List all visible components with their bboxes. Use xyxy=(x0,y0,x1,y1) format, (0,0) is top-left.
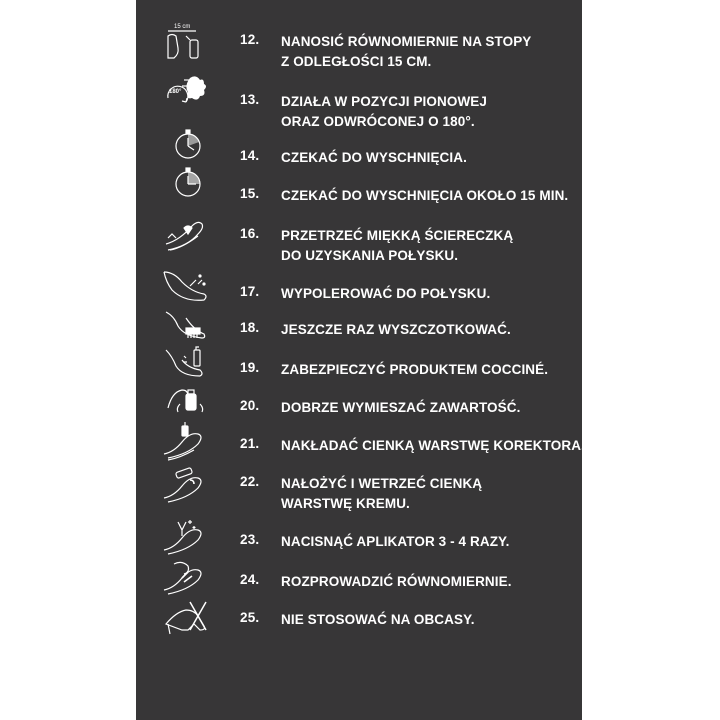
step-number: 15. xyxy=(240,186,260,201)
step-number: 20. xyxy=(240,398,260,413)
icon-label: 15 cm xyxy=(174,24,191,30)
step-number: 17. xyxy=(240,284,260,299)
instruction-row xyxy=(136,162,582,206)
apply-cream-icon xyxy=(160,464,216,508)
step-text: ZABEZPIECZYĆ PRODUKTEM COCCINÉ. xyxy=(281,362,549,377)
step-number: 13. xyxy=(240,92,260,107)
step-number: 22. xyxy=(240,474,260,489)
spray-distance-icon xyxy=(160,22,216,66)
step-text: WYPOLEROWAĆ DO POŁYSKU. xyxy=(281,286,491,301)
step-text: DOBRZE WYMIESZAĆ ZAWARTOŚĆ. xyxy=(281,400,521,415)
step-number: 16. xyxy=(240,226,260,241)
step-text: NANOSIĆ RÓWNOMIERNIE NA STOPY Z ODLEGŁOŚCI 15 CM. xyxy=(281,34,532,69)
step-number: 19. xyxy=(240,360,260,375)
apply-corrector-icon xyxy=(160,420,216,464)
step-text: NIE STOSOWAĆ NA OBCASY. xyxy=(281,612,475,627)
instruction-row xyxy=(136,214,582,262)
icon-label: 180° xyxy=(169,89,182,95)
instructions-panel xyxy=(136,0,585,720)
step-number: 14. xyxy=(240,148,260,163)
clock-15-min-icon xyxy=(160,162,216,206)
step-number: 24. xyxy=(240,572,260,587)
step-text: PRZETRZEĆ MIĘKKĄ ŚCIERECZKĄ DO UZYSKANIA POŁYSKU. xyxy=(281,228,514,263)
step-number: 23. xyxy=(240,532,260,547)
step-text: NAKŁADAĆ CIENKĄ WARSTWĘ KOREKTORA. xyxy=(281,438,585,453)
no-heels-icon xyxy=(160,594,216,638)
step-number: 18. xyxy=(240,320,260,335)
rotate-180-spray-icon xyxy=(160,68,216,112)
instruction-row xyxy=(136,464,582,514)
cloth-wipe-shoe-icon xyxy=(160,214,216,258)
step-text: CZEKAĆ DO WYSCHNIĘCIA. xyxy=(281,150,467,165)
instruction-row xyxy=(136,416,585,466)
instruction-row xyxy=(136,594,582,640)
step-number: 25. xyxy=(240,610,260,625)
step-text: CZEKAĆ DO WYSCHNIĘCIA OKOŁO 15 MIN. xyxy=(281,188,569,203)
step-text: ROZPROWADZIĆ RÓWNOMIERNIE. xyxy=(281,574,512,589)
step-text: DZIAŁA W POZYCJI PIONOWEJ ORAZ ODWRÓCONEJ O 180°. xyxy=(281,94,488,129)
step-text: NACISNĄĆ APLIKATOR 3 - 4 RAZY. xyxy=(281,534,510,549)
instruction-row xyxy=(136,68,582,129)
step-number: 12. xyxy=(240,32,260,47)
press-applicator-icon xyxy=(160,516,216,560)
step-text: JESZCZE RAZ WYSZCZOTKOWAĆ. xyxy=(281,322,511,337)
step-text: NAŁOŻYĆ I WETRZEĆ CIENKĄ WARSTWĘ KREMU. xyxy=(281,476,483,511)
step-number: 21. xyxy=(240,436,260,451)
instruction-row xyxy=(136,22,582,72)
